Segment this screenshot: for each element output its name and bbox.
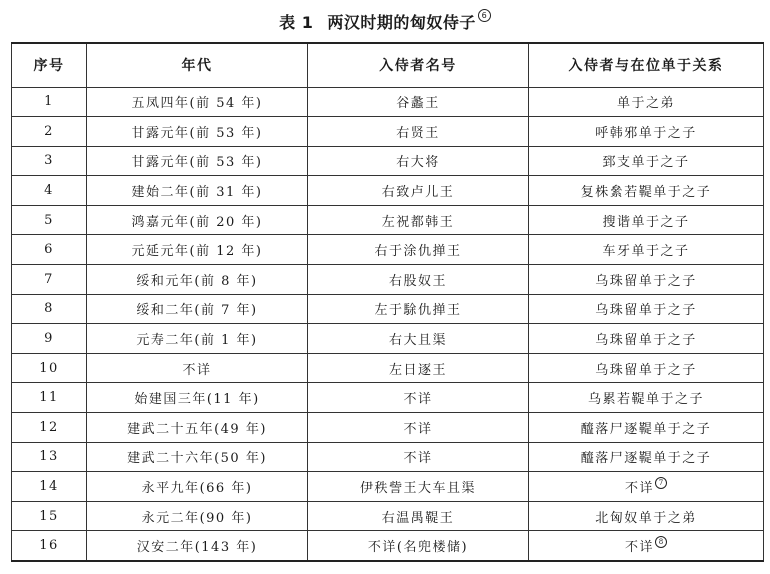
table-row	[12, 353, 764, 383]
cell-relation	[529, 146, 764, 176]
cell-number	[12, 117, 87, 147]
table-label: 表 1	[279, 13, 314, 32]
cell-number	[12, 324, 87, 354]
cell-era-text: 绥和元年(前 8 年)	[136, 273, 258, 289]
cell-name	[308, 294, 529, 324]
table-row	[12, 472, 764, 502]
cell-relation	[529, 235, 764, 265]
table-row	[12, 87, 764, 117]
cell-relation-text: 乌珠留单于之子	[595, 333, 697, 349]
cell-name-text: 右股奴王	[388, 273, 447, 289]
cell-number	[12, 265, 87, 295]
cell-name-text: 右贤王	[396, 125, 440, 141]
cell-number	[12, 353, 87, 383]
table-row	[12, 413, 764, 443]
cell-era	[87, 146, 308, 176]
cell-relation-text: 不详	[624, 539, 654, 555]
header-cell-name: 入侍者名号	[308, 43, 529, 87]
cell-number	[12, 501, 87, 531]
cell-name	[308, 87, 529, 117]
table-row	[12, 531, 764, 561]
table-row	[12, 176, 764, 206]
header-row	[12, 43, 764, 87]
cell-era-text: 甘露元年(前 53 年)	[131, 155, 263, 171]
cell-relation-text: 车牙单于之子	[602, 244, 690, 260]
cell-relation-text: 单于之弟	[616, 96, 675, 112]
cell-era	[87, 472, 308, 502]
footnote-marker: 6	[478, 9, 491, 22]
table-row	[12, 501, 764, 531]
cell-number	[12, 146, 87, 176]
cell-relation-text: 北匈奴单于之弟	[595, 510, 697, 526]
table-body	[12, 87, 764, 561]
cell-number-text: 9	[44, 331, 54, 347]
cell-era-text: 建武二十五年(49 年)	[127, 421, 267, 437]
cell-relation	[529, 442, 764, 472]
cell-era-text: 五凤四年(前 54 年)	[131, 96, 263, 112]
cell-name	[308, 531, 529, 561]
footnote-marker: 7	[655, 477, 667, 489]
cell-name-text: 右致卢儿王	[381, 185, 455, 201]
table-title-text: 两汉时期的匈奴侍子	[327, 13, 476, 32]
cell-number-text: 13	[39, 449, 59, 465]
cell-name	[308, 117, 529, 147]
cell-number	[12, 205, 87, 235]
cell-name-text: 右于涂仇掸王	[374, 244, 462, 260]
cell-number-text: 16	[39, 537, 59, 553]
cell-number-text: 11	[39, 390, 59, 406]
header-cell-relation: 入侍者与在位单于关系	[529, 43, 764, 87]
cell-era	[87, 324, 308, 354]
table-row	[12, 205, 764, 235]
cell-era	[87, 413, 308, 443]
table-row	[12, 294, 764, 324]
cell-number	[12, 235, 87, 265]
table-row	[12, 442, 764, 472]
cell-relation	[529, 501, 764, 531]
cell-relation	[529, 353, 764, 383]
cell-era	[87, 117, 308, 147]
cell-era-text: 永元二年(90 年)	[141, 510, 253, 526]
cell-era-text: 甘露元年(前 53 年)	[131, 125, 263, 141]
cell-relation	[529, 117, 764, 147]
cell-relation-text: 醯落尸逐鞮单于之子	[580, 451, 712, 467]
cell-relation	[529, 383, 764, 413]
cell-number-text: 7	[44, 271, 54, 287]
cell-name	[308, 442, 529, 472]
cell-relation	[529, 531, 764, 561]
cell-era	[87, 205, 308, 235]
cell-number-text: 3	[44, 153, 54, 169]
cell-relation	[529, 413, 764, 443]
cell-number	[12, 294, 87, 324]
cell-name	[308, 265, 529, 295]
cell-number-text: 5	[44, 212, 54, 228]
cell-name-text: 左祝都韩王	[381, 214, 455, 230]
cell-number	[12, 413, 87, 443]
cell-era	[87, 265, 308, 295]
cell-name-text: 右温禺鞮王	[381, 510, 455, 526]
cell-era	[87, 353, 308, 383]
cell-name-text: 左日逐王	[388, 362, 447, 378]
cell-relation-text: 乌珠留单于之子	[595, 362, 697, 378]
cell-number	[12, 531, 87, 561]
cell-relation	[529, 294, 764, 324]
table-row	[12, 383, 764, 413]
cell-name-text: 伊秩訾王大车且渠	[359, 481, 476, 497]
cell-era	[87, 442, 308, 472]
cell-relation-text: 乌累若鞮单于之子	[587, 392, 704, 408]
cell-relation-text: 乌珠留单于之子	[595, 303, 697, 319]
cell-number-text: 6	[44, 242, 54, 258]
cell-name-text: 不详(名兜楼储)	[367, 539, 469, 555]
cell-number-text: 2	[44, 123, 54, 139]
cell-era	[87, 501, 308, 531]
footnote-marker: 8	[655, 536, 667, 548]
cell-era	[87, 235, 308, 265]
cell-number	[12, 176, 87, 206]
cell-relation-text: 郅支单于之子	[602, 155, 690, 171]
cell-number	[12, 442, 87, 472]
cell-era-text: 建武二十六年(50 年)	[127, 451, 267, 467]
cell-era-text: 绥和二年(前 7 年)	[136, 303, 258, 319]
cell-relation	[529, 265, 764, 295]
cell-name	[308, 413, 529, 443]
cell-era	[87, 87, 308, 117]
table-row	[12, 265, 764, 295]
cell-name-text: 不详	[403, 451, 433, 467]
cell-relation-text: 醯落尸逐鞮单于之子	[580, 421, 712, 437]
cell-name	[308, 324, 529, 354]
table-title	[0, 12, 770, 34]
cell-name	[308, 383, 529, 413]
cell-name	[308, 353, 529, 383]
cell-name-text: 左于駼仇掸王	[374, 303, 462, 319]
cell-name	[308, 205, 529, 235]
cell-number	[12, 383, 87, 413]
cell-relation	[529, 87, 764, 117]
cell-name-text: 右大且渠	[388, 333, 447, 349]
cell-name-text: 不详	[403, 392, 433, 408]
cell-name-text: 右大将	[396, 155, 440, 171]
cell-number-text: 8	[44, 301, 54, 317]
cell-relation	[529, 176, 764, 206]
cell-relation-text: 乌珠留单于之子	[595, 273, 697, 289]
cell-number	[12, 472, 87, 502]
cell-era	[87, 294, 308, 324]
cell-relation-text: 不详	[624, 481, 654, 497]
cell-number-text: 15	[39, 508, 59, 524]
cell-relation	[529, 324, 764, 354]
cell-relation-text: 搜谐单于之子	[602, 214, 690, 230]
cell-relation-text: 呼韩邪单于之子	[595, 125, 697, 141]
cell-number-text: 4	[44, 183, 54, 199]
table-row	[12, 324, 764, 354]
cell-era-text: 始建国三年(11 年)	[134, 392, 260, 408]
cell-era	[87, 383, 308, 413]
cell-number-text: 10	[39, 360, 59, 376]
cell-number-text: 1	[44, 94, 54, 110]
cell-relation-text: 复株絫若鞮单于之子	[580, 185, 712, 201]
cell-number-text: 12	[39, 419, 59, 435]
header-cell-number: 序号	[12, 43, 87, 87]
cell-era-text: 不详	[182, 362, 212, 378]
cell-relation	[529, 472, 764, 502]
cell-relation	[529, 205, 764, 235]
cell-era-text: 汉安二年(143 年)	[136, 539, 258, 555]
cell-name-text: 谷蠡王	[396, 96, 440, 112]
cell-number	[12, 87, 87, 117]
cell-era	[87, 531, 308, 561]
cell-era-text: 元寿二年(前 1 年)	[136, 333, 258, 349]
cell-name	[308, 501, 529, 531]
cell-name	[308, 235, 529, 265]
table-row	[12, 146, 764, 176]
cell-name	[308, 146, 529, 176]
table-row	[12, 117, 764, 147]
cell-name-text: 不详	[403, 421, 433, 437]
cell-name	[308, 176, 529, 206]
table-row	[12, 235, 764, 265]
cell-era-text: 建始二年(前 31 年)	[131, 185, 263, 201]
cell-era-text: 鸿嘉元年(前 20 年)	[131, 214, 263, 230]
cell-era	[87, 176, 308, 206]
cell-era-text: 元延元年(前 12 年)	[131, 244, 263, 260]
cell-name	[308, 472, 529, 502]
cell-number-text: 14	[39, 479, 59, 495]
data-table	[11, 42, 764, 562]
header-cell-era: 年代	[87, 43, 308, 87]
cell-era-text: 永平九年(66 年)	[141, 481, 253, 497]
